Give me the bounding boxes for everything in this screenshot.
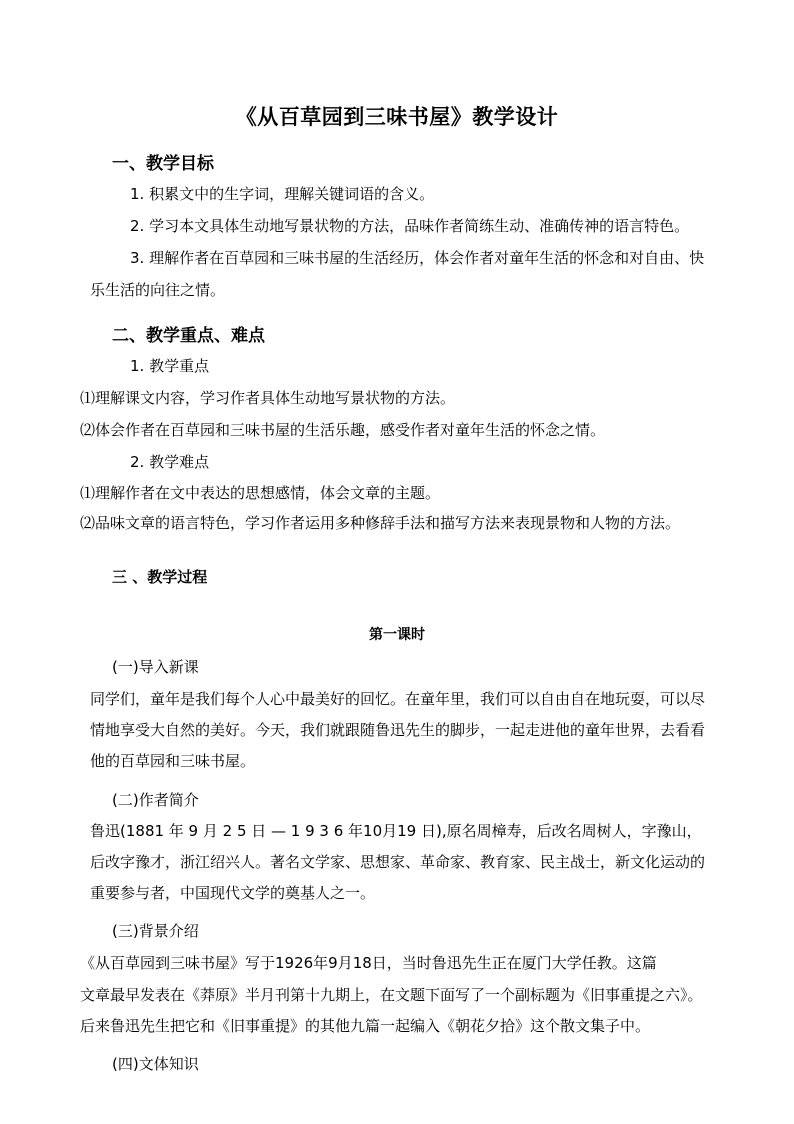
background-line-3: 后来鲁迅先生把它和《旧事重提》的其他九篇一起编入《朝花夕拾》这个散文集子中。 [80,1017,651,1035]
intro-line-1: 同学们，童年是我们每个人心中最美好的回忆。在童年里，我们可以自由自在地玩耍，可以尽 [90,690,706,708]
part-label-background: (三)背景介绍 [112,922,199,940]
section-heading-objectives: 一、教学目标 [112,154,214,174]
part-label-genre: (四)文体知识 [112,1055,199,1073]
section-heading-key-points: 二、教学重点、难点 [112,326,265,346]
focus-label: 1. 教学重点 [130,357,210,375]
author-line-3: 重要参与者，中国现代文学的奠基人之一。 [90,884,376,902]
focus-item-1: ⑴理解课文内容，学习作者具体生动地写景状物的方法。 [80,389,456,407]
author-line-2: 后改字豫才，浙江绍兴人。著名文学家、思想家、革命家、教育家、民主战士，新文化运动的 [90,853,706,871]
objective-item-1: 1. 积累文中的生字词，理解关键词语的含义。 [130,185,435,203]
background-line-1: 《从百草园到三味书屋》写于1926年9月18日，当时鲁迅先生正在厦门大学任教。这篇 [80,954,657,972]
difficulty-label: 2. 教学难点 [130,453,210,471]
author-line-1: 鲁迅(1881 年 9 月 2 5 日 — 1 9 3 6 年10月19 日),原名周樟寿，后改名周树人，字豫山， [90,822,702,840]
intro-line-2: 情地享受大自然的美好。今天，我们就跟随鲁迅先生的脚步，一起走进他的童年世界，去看看 [90,721,706,739]
part-label-author: (二)作者简介 [112,791,199,809]
objective-item-3-continued: 乐生活的向往之情。 [90,281,226,299]
difficulty-item-1: ⑴理解作者在文中表达的思想感情，体会文章的主题。 [80,484,441,502]
section-heading-process: 三 、教学过程 [112,568,208,586]
difficulty-item-2: ⑵品味文章的语言特色，学习作者运用多种修辞手法和描写方法来表现景物和人物的方法。 [80,514,681,532]
lesson-title: 第一课时 [369,627,425,643]
page-title: 《从百草园到三味书屋》教学设计 [235,105,559,129]
objective-item-3: 3. 理解作者在百草园和三味书屋的生活经历，体会作者对童年生活的怀念和对自由、快 [130,249,705,267]
background-line-2: 文章最早发表在《莽原》半月刊第十九期上，在文题下面写了一个副标题为《旧事重提之六》。 [80,986,703,1004]
intro-line-3: 他的百草园和三味书屋。 [90,752,256,770]
part-label-intro: (一)导入新课 [112,658,199,676]
objective-item-2: 2. 学习本文具体生动地写景状物的方法，品味作者简练生动、准确传神的语言特色。 [130,217,690,235]
focus-item-2: ⑵体会作者在百草园和三味书屋的生活乐趣，感受作者对童年生活的怀念之情。 [80,421,606,439]
